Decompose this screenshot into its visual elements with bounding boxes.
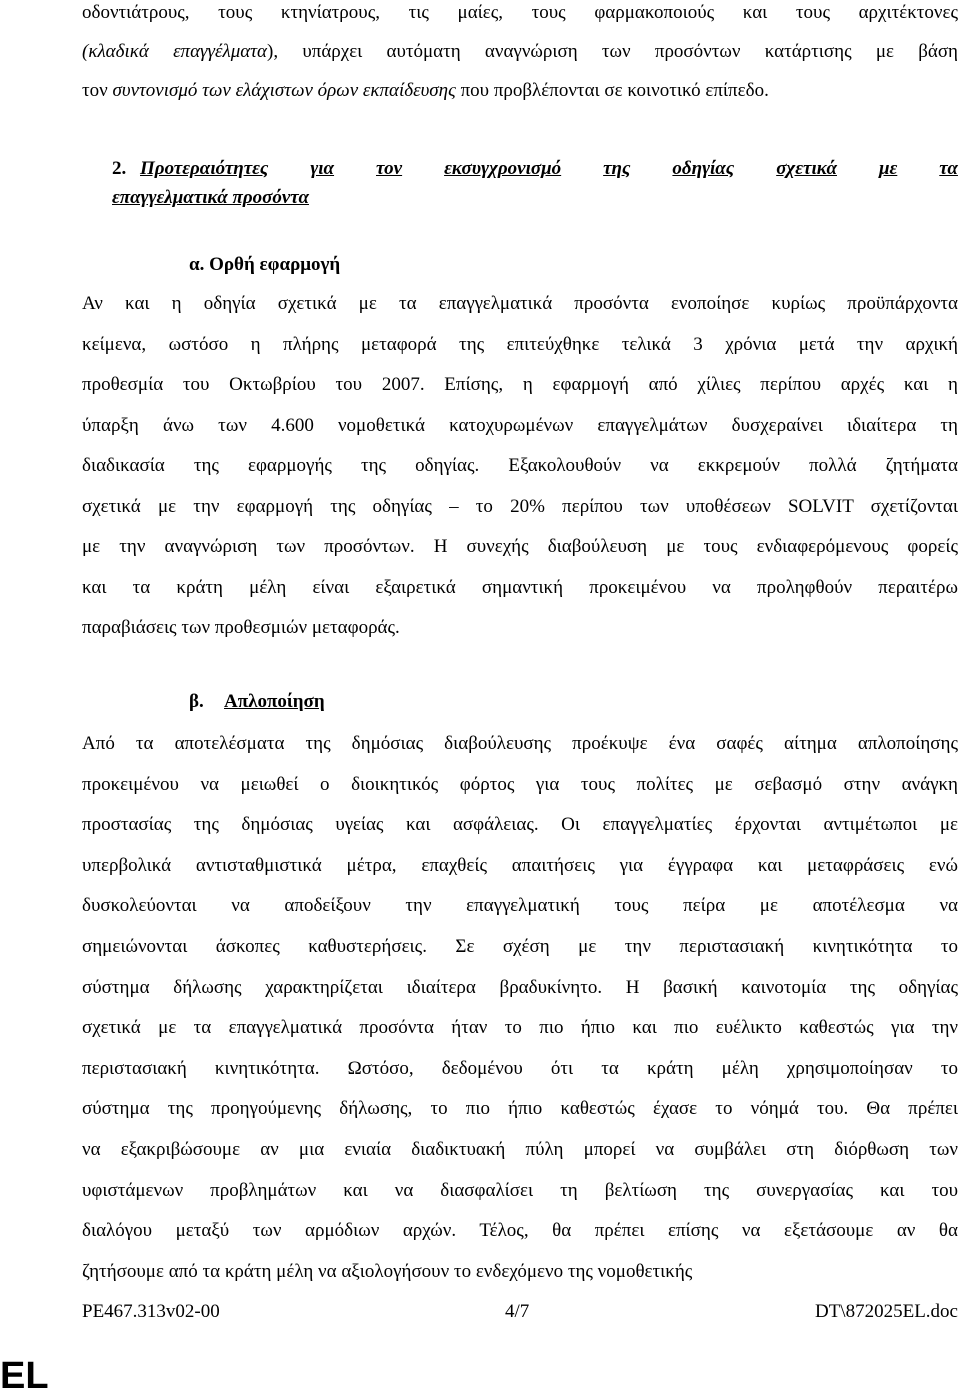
footer-file-name: DT\872025EL.doc	[814, 1301, 958, 1322]
section-heading-continued: επαγγελματικά προσόντα	[112, 187, 309, 208]
paragraph-line: ζητήσουμε από τα κράτη μέλη να αξιολογήσουν το ενδεχόμενο της νομοθετικής	[82, 1260, 693, 1282]
paragraph-line: σχετικά με την εφαρμογή της οδηγίας – το 20% περίπου των υποθέσεων SOLVIT σχετίζονται	[82, 495, 958, 517]
heading-word: της	[603, 158, 631, 179]
paragraph-line: διαλόγου μεταξύ των αρμόδιων αρχών. Τέλος, θα πρέπει επίσης να εξετάσουμε αν θα	[82, 1220, 958, 1242]
italic-phrase: συντονισμό των ελάχιστων όρων εκπαίδευσης	[112, 80, 456, 101]
paragraph-line: με την αναγνώριση των προσόντων. Η συνεχής διαβούλευση με τους ενδιαφερόμενους φορείς	[82, 536, 958, 557]
paragraph-line: υπερβολικά αντισταθμιστικά μέτρα, επαχθείς απαιτήσεις για έγγραφα και μεταφράσεις ενώ	[82, 854, 958, 876]
heading-word: τον	[376, 158, 403, 179]
heading-word: με	[878, 158, 898, 179]
text-run: τον	[82, 80, 113, 101]
subsection-title: α. Ορθή εφαρμογή	[189, 254, 341, 275]
paragraph-line: προκειμένου να μειωθεί ο διοικητικός φόρτος για τους πολίτες με σεβασμό στην ανάγκη	[82, 773, 958, 795]
heading-word: Προτεραιότητες	[140, 158, 269, 179]
section-number: 2.	[112, 158, 127, 179]
paragraph-line	[82, 80, 769, 102]
paragraph-line: δυσκολεύονται να αποδείξουν την επαγγελματική τους πείρα με αποτέλεσμα να	[82, 895, 958, 917]
footer-page-number: 4/7	[505, 1301, 530, 1322]
heading-word: εκσυγχρονισμό	[444, 158, 562, 179]
paragraph-line: και τα κράτη μέλη είναι εξαιρετικά σημαντική προκειμένου να προληφθούν περαιτέρω	[82, 576, 958, 598]
heading-word: σχετικά	[776, 158, 837, 179]
subsection-title: Απλοποίηση	[224, 691, 325, 712]
text-run: ), υπάρχει αυτόματη αναγνώριση των προσόντων κατάρτισης με βάση	[267, 41, 958, 62]
paragraph-line: προθεσμία του Οκτωβρίου του 2007. Επίσης, η εφαρμογή από χίλιες περίπου αρχές και η	[82, 374, 958, 395]
subsection-letter: β.	[189, 691, 204, 712]
paragraph-line: κείμενα, ωστόσο η πλήρης μεταφορά της επιτεύχθηκε τελικά 3 χρόνια μετά την αρχική	[82, 333, 958, 355]
paragraph-line: υφιστάμενων προβλημάτων και να διασφαλίσει τη βελτίωση της συνεργασίας και του	[82, 1179, 958, 1201]
italic-phrase: (κλαδικά επαγγέλματα	[82, 41, 268, 62]
paragraph-line: παραβιάσεις των προθεσμιών μεταφοράς.	[82, 617, 400, 638]
paragraph-line: οδοντιάτρους, τους κτηνίατρους, τις μαίες, τους φαρμακοποιούς και τους αρχιτέκτονες	[82, 2, 958, 23]
heading-word: τα	[939, 158, 958, 179]
paragraph-line: περιστασιακή κινητικότητα. Ωστόσο, δεδομένου ότι τα κράτη μέλη χρησιμοποίησαν το	[82, 1057, 958, 1079]
paragraph-line: ύπαρξη άνω των 4.600 νομοθετικά κατοχυρωμένων επαγγελμάτων δυσχεραίνει ιδιαίτερα τη	[82, 414, 958, 436]
paragraph-line: να εξακριβώσουμε αν μια ενιαία διαδικτυακή πύλη μπορεί να συμβάλει στη διόρθωση των	[82, 1139, 958, 1160]
paragraph-line: διαδικασία της εφαρμογής της οδηγίας. Εξακολουθούν να εκκρεμούν πολλά ζητήματα	[82, 455, 958, 476]
paragraph-line	[82, 41, 958, 63]
heading-word: οδηγίας	[672, 158, 735, 179]
heading-word: για	[310, 158, 335, 179]
paragraph-line: προστασίας της δημόσιας υγείας και ασφάλειας. Οι επαγγελματίες έρχονται αντιμέτωποι με	[82, 814, 958, 836]
paragraph-line: σύστημα της προηγούμενης δήλωσης, το πιο ήπιο καθεστώς έχασε το νόημά του. Θα πρέπει	[82, 1098, 958, 1120]
paragraph-line: Από τα αποτελέσματα της δημόσιας διαβούλευσης προέκυψε ένα σαφές αίτημα απλοποίησης	[82, 733, 958, 754]
paragraph-line: σημειώνονται άσκοπες καθυστερήσεις. Σε σχέση με την περιστασιακή κινητικότητα το	[82, 936, 958, 957]
text-run: που προβλέπονται σε κοινοτικό επίπεδο.	[455, 80, 769, 101]
section-heading	[140, 158, 958, 180]
footer-doc-ref: PE467.313v02-00	[82, 1301, 220, 1322]
paragraph-line: σχετικά με τα επαγγελματικά προσόντα ήταν το πιο ήπιο και πιο ευέλικτο καθεστώς για την	[82, 1017, 958, 1039]
paragraph-line: Αν και η οδηγία σχετικά με τα επαγγελματικά προσόντα ενοποίησε κυρίως προϋπάρχοντα	[82, 293, 958, 314]
paragraph-line: σύστημα δήλωσης χαρακτηρίζεται ιδιαίτερα βραδυκίνητο. Η βασική καινοτομία της οδηγίας	[82, 976, 958, 998]
language-code: EL	[0, 1355, 49, 1397]
